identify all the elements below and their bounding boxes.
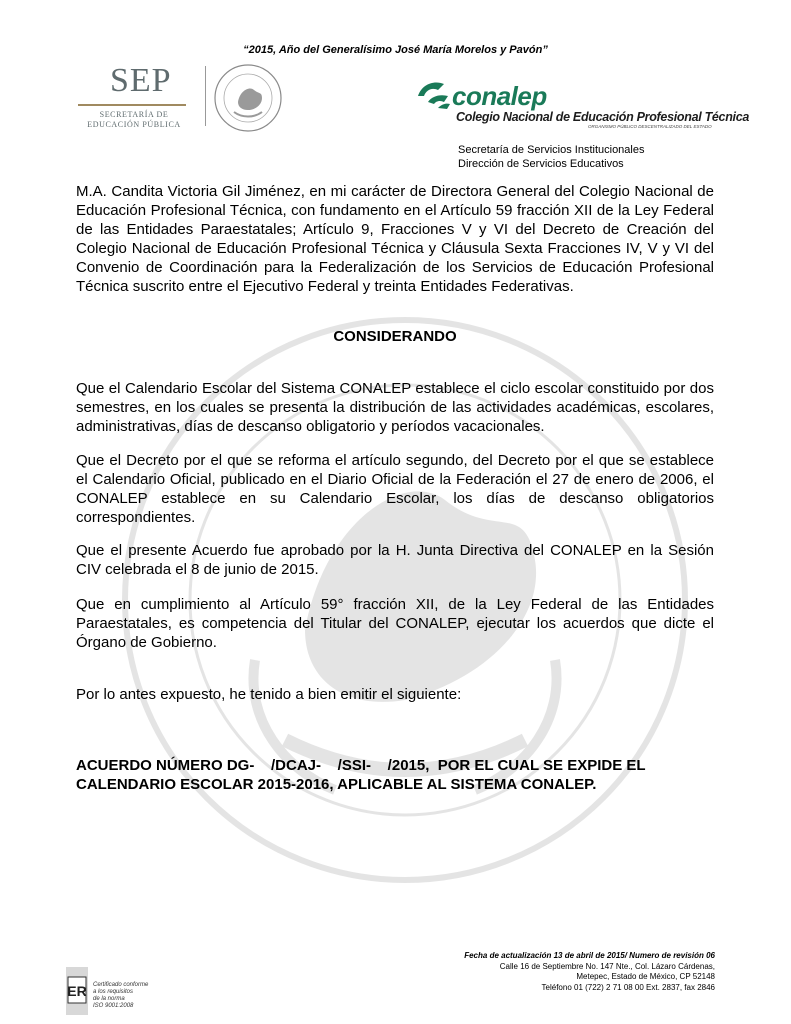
certification-logo-icon xyxy=(66,967,88,1015)
department-line1: Secretaría de Servicios Institucionales xyxy=(458,144,645,156)
certification-text xyxy=(93,982,148,1010)
cert-line2: a los requisitos xyxy=(93,989,134,995)
footer-update: Fecha de actualización 13 de abril de 2015/ Numero de revisión 06 xyxy=(464,951,715,960)
considerando-4: Que en cumplimiento al Artículo 59° fracción XII, de la Ley Federal de las Entidades Paraestatales, es competencia del Titular del CONALEP, ejecutar los acuerdos que dicte el Órgano de Gobierno. xyxy=(76,596,714,651)
sep-subtitle xyxy=(78,110,190,130)
cert-line1: Certificado conforme xyxy=(93,982,149,988)
sep-logo xyxy=(78,64,190,128)
considerando-1: Que el Calendario Escolar del Sistema CONALEP establece el ciclo escolar constituido por dos semestres, en los cuales se presenta la distribución de las actividades académicas, escolares, administrativas, días de descanso obligatorio y períodos vacacionales. xyxy=(76,380,714,435)
sep-line2: EDUCACIÓN PÚBLICA xyxy=(87,120,181,129)
cert-line3: de la norma xyxy=(93,996,125,1002)
considerando-heading: CONSIDERANDO xyxy=(333,328,457,345)
sep-line1: SECRETARÍA DE xyxy=(99,110,169,119)
department-block xyxy=(458,143,644,171)
conalep-org-line: ORGANISMO PÚBLICO DESCENTRALIZADO DEL ESTADO xyxy=(588,124,712,129)
conalep-logo-icon xyxy=(414,74,454,114)
considerando-3: Que el presente Acuerdo fue aprobado por la H. Junta Directiva del CONALEP en la Sesión CIV celebrada el 8 de junio de 2015. xyxy=(76,542,714,578)
sep-acronym: SEP xyxy=(110,62,172,99)
acuerdo-line2: CALENDARIO ESCOLAR 2015-2016, APLICABLE AL SISTEMA CONALEP. xyxy=(76,776,597,793)
motto: “2015, Año del Generalísimo José María Morelos y Pavón” xyxy=(243,44,548,56)
acuerdo-line1: ACUERDO NÚMERO DG- /DCAJ- /SSI- /2015, POR EL CUAL SE EXPIDE EL xyxy=(76,757,646,774)
department-line2: Dirección de Servicios Educativos xyxy=(458,158,624,170)
conalep-wordmark: conalep xyxy=(452,81,547,111)
footer-address1: Calle 16 de Septiembre No. 147 Nte., Col. Lázaro Cárdenas, xyxy=(499,961,715,971)
footer-info xyxy=(464,951,715,993)
svg-text:ER: ER xyxy=(67,983,87,999)
logo-divider xyxy=(205,66,206,126)
mexico-seal-icon xyxy=(212,62,284,134)
intro-paragraph: M.A. Candita Victoria Gil Jiménez, en mi carácter de Directora General del Colegio Nacional de Educación Profesional Técnica, con fundamento en el Artículo 59 fracción XII de la Ley Federal de las Entidades Paraestatales; Artículo 9, Fracciones V y VI del Decreto de Creación del Colegio Nacional de Educación Profesional Técnica y Cláusula Sexta Fracciones IV, V y VI del Convenio de Coordinación para la Federalización de los Servicios de Educación Profesional Técnica suscrito entre el Ejecutivo Federal y treinta Entidades Federativas. xyxy=(76,183,714,295)
conalep-full-name: Colegio Nacional de Educación Profesional Técnica xyxy=(456,110,750,124)
footer-address2: Metepec, Estado de México, CP 52148 xyxy=(576,972,715,981)
footer-phone: Teléfono 01 (722) 2 71 08 00 Ext. 2837, fax 2846 xyxy=(541,982,715,992)
considerando-2: Que el Decreto por el que se reforma el artículo segundo, del Decreto por el que se establece el Calendario Oficial, publicado en el Diario Oficial de la Federación el 27 de enero de 2006, el CONALEP establece en su Calendario Escolar, los días de descanso obligatorios correspondientes. xyxy=(76,452,714,526)
closing-paragraph: Por lo antes expuesto, he tenido a bien emitir el siguiente: xyxy=(76,686,462,703)
sep-underline xyxy=(78,104,186,106)
cert-line4: ISO 9001:2008 xyxy=(93,1003,134,1009)
acuerdo-title xyxy=(76,756,714,794)
